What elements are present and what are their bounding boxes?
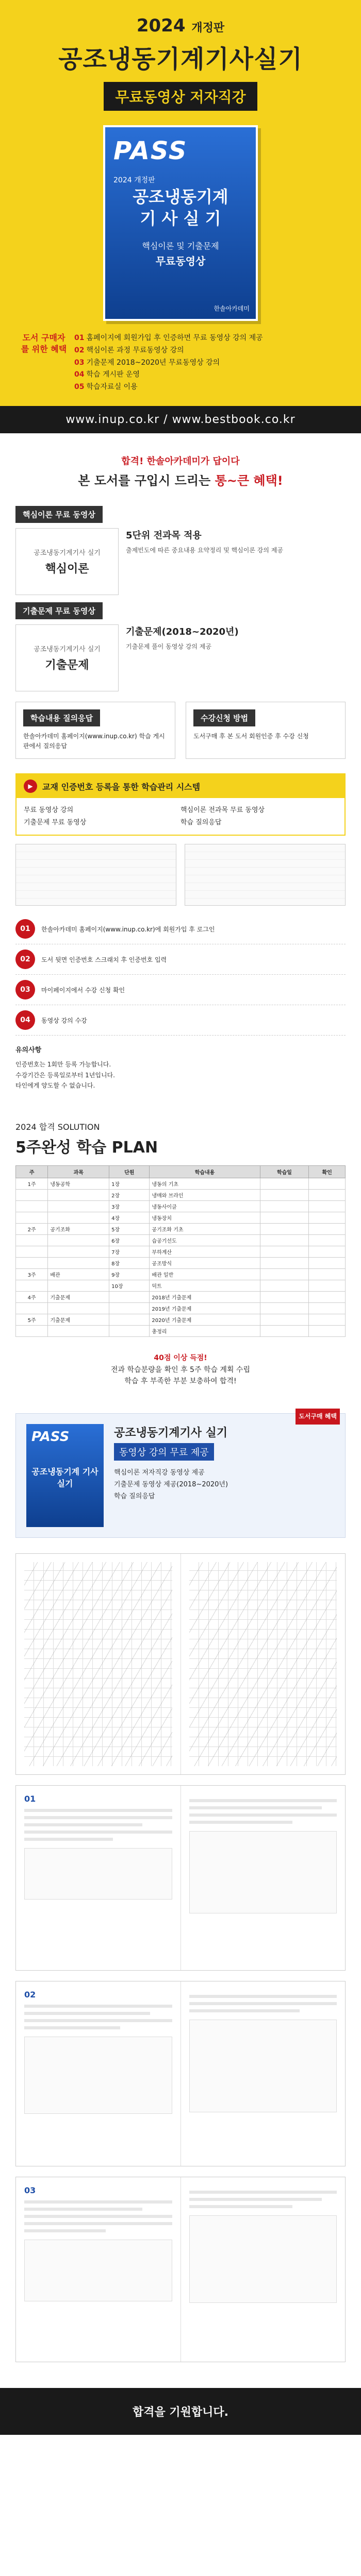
plan-row	[16, 1212, 346, 1224]
plan-note	[0, 1337, 361, 1402]
plan-cell	[309, 1246, 346, 1258]
plan-row	[16, 1246, 346, 1258]
edition-suffix: 개정판	[191, 22, 225, 35]
promo-list	[114, 1467, 228, 1503]
system-items	[17, 798, 344, 835]
plan-cell	[16, 1246, 48, 1258]
plan-cell: 공기조화	[48, 1224, 109, 1235]
section1-card	[0, 528, 361, 595]
section2-title: 기출문제(2018~2020년)	[126, 626, 239, 637]
benefit-box	[21, 332, 340, 394]
benefit-item: 02 핵심이론 과정 무료동영상 강의	[74, 346, 184, 354]
plan-sub: 2024 합격 SOLUTION	[15, 1122, 100, 1132]
plan-cell: 공조방식	[150, 1258, 260, 1269]
plan-cell	[16, 1190, 48, 1201]
plan-cell	[309, 1314, 346, 1326]
section1-text: 출제빈도에 따른 중요내용 요약정리 및 핵심이론 강의 제공	[126, 546, 283, 554]
plan-cell: 기출문제	[48, 1314, 109, 1326]
book-title-line2: 기 사 실 기	[140, 208, 221, 228]
sample-pages	[0, 1548, 361, 2378]
promo-book	[26, 1424, 104, 1527]
section2-head-wrap	[0, 595, 361, 624]
plan-cell	[48, 1258, 109, 1269]
plan-cell: 배관	[48, 1269, 109, 1280]
plan-cell	[309, 1201, 346, 1212]
plan-cell	[260, 1326, 309, 1337]
signup-body: 도서구매 후 본 도서 회원인증 후 수강 신청	[193, 732, 309, 740]
signup-steps	[0, 914, 361, 1036]
promo-title: 공조냉동기계기사 실기	[114, 1426, 228, 1439]
book-badge: 무료동영상	[155, 255, 206, 267]
promo-book-pass: PASS	[31, 1429, 70, 1445]
footer-message: 합격을 기원합니다.	[0, 2388, 361, 2435]
plan-cell: 3장	[109, 1201, 150, 1212]
plan-cell	[48, 1246, 109, 1258]
plan-cell: 냉매와 브라인	[150, 1190, 260, 1201]
plan-cell	[48, 1190, 109, 1201]
plan-note-line3: 학습 후 부족한 부분 보충하여 합격!	[124, 1377, 237, 1386]
screenshot-home	[15, 844, 176, 906]
section2-card	[0, 624, 361, 691]
plan-cell: 4장	[109, 1212, 150, 1224]
plan-cell	[16, 1235, 48, 1246]
system-item: 기출문제 무료 동영상	[24, 818, 87, 826]
screenshot-mypage	[185, 844, 346, 906]
plan-cell: 2장	[109, 1190, 150, 1201]
promo-book-title: 공조냉동기계 기사 실기	[31, 1466, 99, 1488]
section1-head: 핵심이론 무료 동영상	[15, 506, 103, 523]
hero-badge: 무료동영상 저자직강	[104, 82, 257, 111]
sample-page-2-left	[16, 1981, 181, 2166]
note-item: 타인에게 양도할 수 없습니다.	[15, 1082, 95, 1090]
plan-cell	[109, 1326, 150, 1337]
plan-row	[16, 1303, 346, 1314]
qa-body: 한솔아카데미 홈페이지(www.inup.co.kr) 학습 게시판에서 질의응답	[23, 732, 165, 750]
sample-page-3	[15, 2177, 346, 2362]
book-title	[105, 187, 256, 229]
note-item: 인증번호는 1회만 등록 가능합니다.	[15, 1061, 111, 1069]
plan-cell	[48, 1201, 109, 1212]
qa-head: 학습내용 질의응답	[23, 709, 100, 726]
plan-cell	[309, 1235, 346, 1246]
plan-row	[16, 1178, 346, 1190]
promo-highlight: 동영상 강의 무료 제공	[114, 1443, 214, 1461]
plan-cell: 냉동의 기초	[150, 1178, 260, 1190]
plan-cell: 2018년 기출문제	[150, 1292, 260, 1303]
section2-text: 기출문제 풀이 동영상 강의 제공	[126, 642, 211, 650]
plan-cell: 1주	[16, 1178, 48, 1190]
sample-page-1	[15, 1785, 346, 1971]
plan-title: 5주완성 학습 PLAN	[15, 1139, 158, 1157]
plan-cell	[309, 1224, 346, 1235]
plan-cell	[260, 1201, 309, 1212]
section1-title: 5단위 전과목 적용	[126, 530, 202, 541]
step-item: 01 한솔아카데미 홈페이지(www.inup.co.kr)에 회원가입 후 로그인	[15, 914, 346, 944]
plan-cell: 냉동공학	[48, 1178, 109, 1190]
book-pass-logo: PASS	[113, 137, 188, 165]
system-item: 학습 질의응답	[180, 818, 222, 826]
plan-cell	[260, 1190, 309, 1201]
plan-row	[16, 1235, 346, 1246]
info-boxes	[0, 702, 361, 759]
plan-cell	[16, 1303, 48, 1314]
promo-box	[15, 1413, 346, 1538]
plan-cell: 7장	[109, 1246, 150, 1258]
step-item: 04 동영상 강의 수강	[15, 1005, 346, 1036]
plan-cell	[109, 1292, 150, 1303]
intro-highlight: 통~큰 혜택!	[215, 473, 283, 488]
plan-cell: 습공기선도	[150, 1235, 260, 1246]
plan-cell	[309, 1326, 346, 1337]
section2-head: 기출문제 무료 동영상	[15, 602, 103, 619]
plan-cell	[309, 1190, 346, 1201]
book-publisher: 한솔아카데미	[214, 305, 250, 312]
plan-cell	[109, 1303, 150, 1314]
edition-year: 2024	[136, 15, 186, 36]
url-bar[interactable]: www.inup.co.kr / www.bestbook.co.kr	[0, 406, 361, 433]
plan-cell	[309, 1258, 346, 1269]
promo-item: 학습 질의응답	[114, 1493, 155, 1501]
plan-cell	[16, 1280, 48, 1292]
play-icon: ▶	[24, 779, 37, 793]
notes	[15, 1045, 346, 1091]
plan-cell: 4주	[16, 1292, 48, 1303]
promo-text	[114, 1424, 228, 1527]
plan-cell: 2019년 기출문제	[150, 1303, 260, 1314]
plan-cell: 냉동장치	[150, 1212, 260, 1224]
sample-page-3-title: 03	[24, 2185, 36, 2195]
plan-cell	[260, 1280, 309, 1292]
intro	[0, 433, 361, 499]
plan-row	[16, 1201, 346, 1212]
system-header	[17, 774, 344, 798]
plan-cell	[260, 1258, 309, 1269]
plan-cell	[48, 1280, 109, 1292]
plan-cell	[48, 1235, 109, 1246]
plan-row	[16, 1224, 346, 1235]
plan-cell: 덕트	[150, 1280, 260, 1292]
plan-cell	[16, 1212, 48, 1224]
plan-cell	[260, 1246, 309, 1258]
plan-row	[16, 1314, 346, 1326]
plan-cell: 10장	[109, 1280, 150, 1292]
plan-cell	[260, 1178, 309, 1190]
intro-line2: 본 도서를 구입시 드리는 통~큰 혜택!	[78, 473, 283, 488]
plan-cell	[260, 1224, 309, 1235]
system-item: 핵심이론 전과목 무료 동영상	[180, 806, 265, 815]
psychrometric-chart-right	[181, 1554, 346, 1774]
plan-row	[16, 1292, 346, 1303]
hero-title: 공조냉동기계기사실기	[58, 45, 303, 74]
note-item: 수강기간은 등록일로부터 1년입니다.	[15, 1071, 115, 1079]
plan-cell: 공기조화 기초	[150, 1224, 260, 1235]
sample-page-2	[15, 1981, 346, 2166]
benefit-item: 03 기출문제 2018~2020년 무료동영상 강의	[74, 358, 220, 367]
plan-table	[15, 1165, 346, 1337]
plan-header	[0, 1100, 361, 1165]
book-title-line1: 공조냉동기계	[133, 187, 228, 207]
promo-stamp: 도서구매 혜택	[296, 1409, 340, 1425]
book-edition: 2024 개정판	[113, 176, 155, 184]
plan-cell	[16, 1326, 48, 1337]
plan-cell	[260, 1269, 309, 1280]
sample-page-chart	[15, 1553, 346, 1775]
signup-box	[186, 702, 346, 759]
section2-thumb: 공조냉동기계기사 실기 기출문제	[15, 624, 119, 691]
plan-row	[16, 1326, 346, 1337]
learning-system	[15, 773, 346, 836]
sample-page-1-title: 01	[24, 1793, 36, 1804]
plan-cell	[309, 1280, 346, 1292]
plan-note-line2: 전과 학습분량을 확인 후 5주 학습 계획 수립	[111, 1365, 250, 1374]
plan-cell: 총정리	[150, 1326, 260, 1337]
plan-cell: 2020년 기출문제	[150, 1314, 260, 1326]
promo-item: 핵심이론 저자직강 동영상 제공	[114, 1468, 205, 1477]
website-screenshots	[0, 836, 361, 914]
plan-cell	[16, 1201, 48, 1212]
plan-cell	[16, 1258, 48, 1269]
book-subtitle: 핵심이론 및 기출문제	[142, 241, 219, 251]
sample-page-3-right	[181, 2177, 346, 2362]
plan-cell: 6장	[109, 1235, 150, 1246]
notes-title: 유의사항	[15, 1046, 42, 1055]
sample-page-2-title: 02	[24, 1989, 36, 1999]
plan-cell: 배관 일반	[150, 1269, 260, 1280]
psychrometric-chart-left	[16, 1554, 181, 1774]
plan-cell	[309, 1269, 346, 1280]
plan-cell	[309, 1178, 346, 1190]
plan-cell	[109, 1314, 150, 1326]
qa-box	[15, 702, 175, 759]
plan-cell: 2주	[16, 1224, 48, 1235]
step-item: 02 도서 뒷면 인증번호 스크래치 후 인증번호 입력	[15, 944, 346, 975]
sample-page-1-left	[16, 1786, 181, 1970]
plan-cell: 8장	[109, 1258, 150, 1269]
sample-page-2-right	[181, 1981, 346, 2166]
plan-note-line1: 40점 이상 득점!	[154, 1354, 207, 1363]
sample-page-3-left	[16, 2177, 181, 2362]
edition	[10, 15, 351, 36]
plan-cell	[48, 1212, 109, 1224]
plan-cell	[260, 1292, 309, 1303]
plan-row	[16, 1280, 346, 1292]
plan-cell	[260, 1303, 309, 1314]
plan-cell	[309, 1212, 346, 1224]
plan-cell: 부하계산	[150, 1246, 260, 1258]
benefit-list	[74, 332, 263, 394]
plan-row	[16, 1190, 346, 1201]
section2-desc	[126, 624, 239, 691]
plan-cell: 5장	[109, 1224, 150, 1235]
hero	[0, 0, 361, 406]
plan-cell	[260, 1235, 309, 1246]
system-item: 무료 동영상 강의	[24, 806, 74, 815]
promo-item: 기출문제 동영상 제공(2018~2020년)	[114, 1480, 228, 1488]
plan-row	[16, 1258, 346, 1269]
sample-page-1-right	[181, 1786, 346, 1970]
plan-cell: 기출문제	[48, 1292, 109, 1303]
intro-line1: 합격! 한솔아카데미가 답이다	[121, 455, 240, 467]
signup-head: 수강신청 방법	[193, 709, 255, 726]
plan-cell	[309, 1292, 346, 1303]
plan-cell: 5주	[16, 1314, 48, 1326]
plan-row	[16, 1269, 346, 1280]
plan-cell	[309, 1303, 346, 1314]
plan-cell: 냉동사이클	[150, 1201, 260, 1212]
book-cover	[103, 125, 258, 321]
plan-cell	[260, 1314, 309, 1326]
section1-desc	[126, 528, 283, 595]
benefit-item: 01 홈페이지에 회원가입 후 인증하면 무료 동영상 강의 제공	[74, 334, 263, 342]
plan-cell: 1장	[109, 1178, 150, 1190]
section1-thumb: 공조냉동기계기사 실기 핵심이론	[15, 528, 119, 595]
plan-body	[16, 1178, 346, 1337]
plan-cell	[48, 1303, 109, 1314]
plan-cell: 9장	[109, 1269, 150, 1280]
step-item: 03 마이페이지에서 수강 신청 확인	[15, 975, 346, 1005]
plan-cell: 3주	[16, 1269, 48, 1280]
plan-cell	[260, 1212, 309, 1224]
section1-head-wrap	[0, 499, 361, 528]
benefit-item: 05 학습자료실 이용	[74, 383, 138, 392]
plan-cell	[48, 1326, 109, 1337]
plan-header-row: 주 과목 단원 학습내용 학습일 확인	[16, 1166, 346, 1178]
benefit-item: 04 학습 게시판 운영	[74, 370, 140, 379]
benefit-label: 도서 구매자를 위한 혜택	[21, 333, 67, 354]
system-title: 교재 인증번호 등록을 통한 학습관리 시스템	[42, 782, 201, 792]
